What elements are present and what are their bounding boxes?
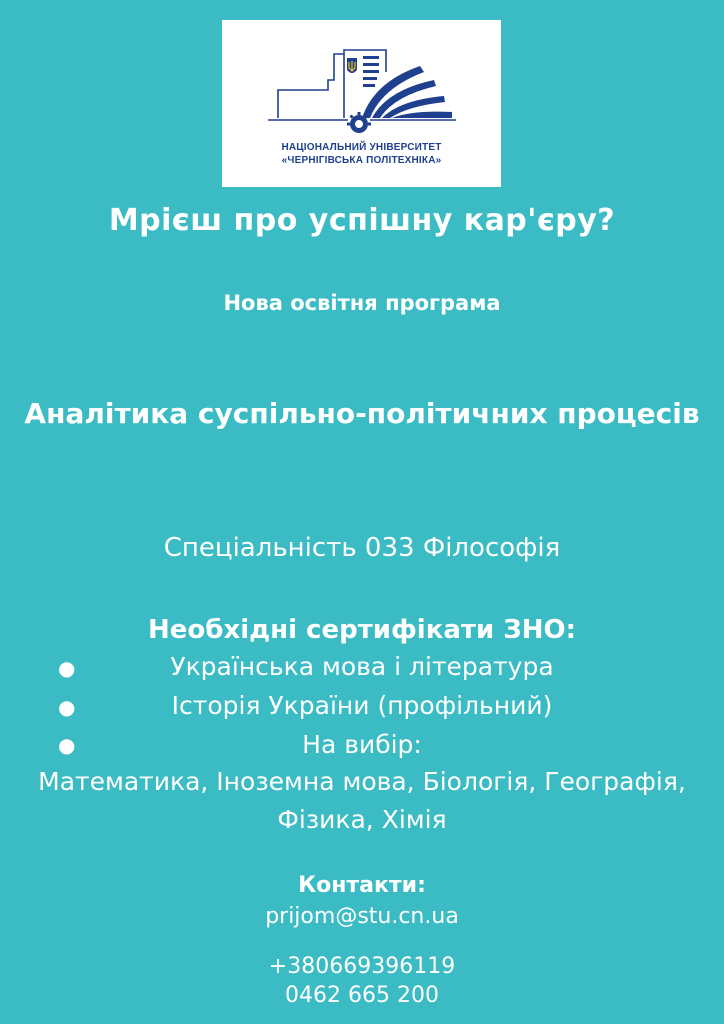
headline: Мрієш про успішну кар'єру? bbox=[108, 203, 616, 238]
certificates-heading: Необхідні сертифікати ЗНО: bbox=[148, 615, 576, 645]
specialty-line: Спеціальність 033 Філософія bbox=[163, 533, 561, 563]
bullet-marker: ● bbox=[58, 656, 76, 680]
certificate-item: Історія України (профільний) bbox=[171, 691, 553, 720]
university-logo-card bbox=[222, 20, 501, 187]
contact-email[interactable]: prijom@stu.cn.ua bbox=[265, 904, 459, 929]
logo-university-name-line2: «ЧЕРНІГІВСЬКА ПОЛІТЕХНІКА» bbox=[281, 155, 442, 166]
contacts-heading: Контакти: bbox=[298, 873, 426, 898]
book-pages-icon bbox=[362, 66, 452, 118]
certificate-item: На вибір: bbox=[302, 730, 422, 759]
subheading: Нова освітня програма bbox=[223, 291, 501, 315]
bullet-marker: ● bbox=[58, 695, 76, 719]
contact-phone-mobile[interactable]: +380669396119 bbox=[268, 954, 456, 979]
certificate-item: Українська мова і література bbox=[170, 652, 554, 681]
program-title: Аналітика суспільно-політичних процесів bbox=[24, 397, 700, 430]
contact-phone-landline[interactable]: 0462 665 200 bbox=[285, 983, 439, 1008]
bullet-marker: ● bbox=[58, 733, 76, 757]
trident-emblem-icon bbox=[347, 58, 357, 73]
logo-university-name-line1: НАЦІОНАЛЬНИЙ УНІВЕРСИТЕТ bbox=[281, 142, 442, 153]
elective-subjects: Математика, Іноземна мова, Біологія, Географія, Фізика, Хімія bbox=[38, 767, 686, 834]
